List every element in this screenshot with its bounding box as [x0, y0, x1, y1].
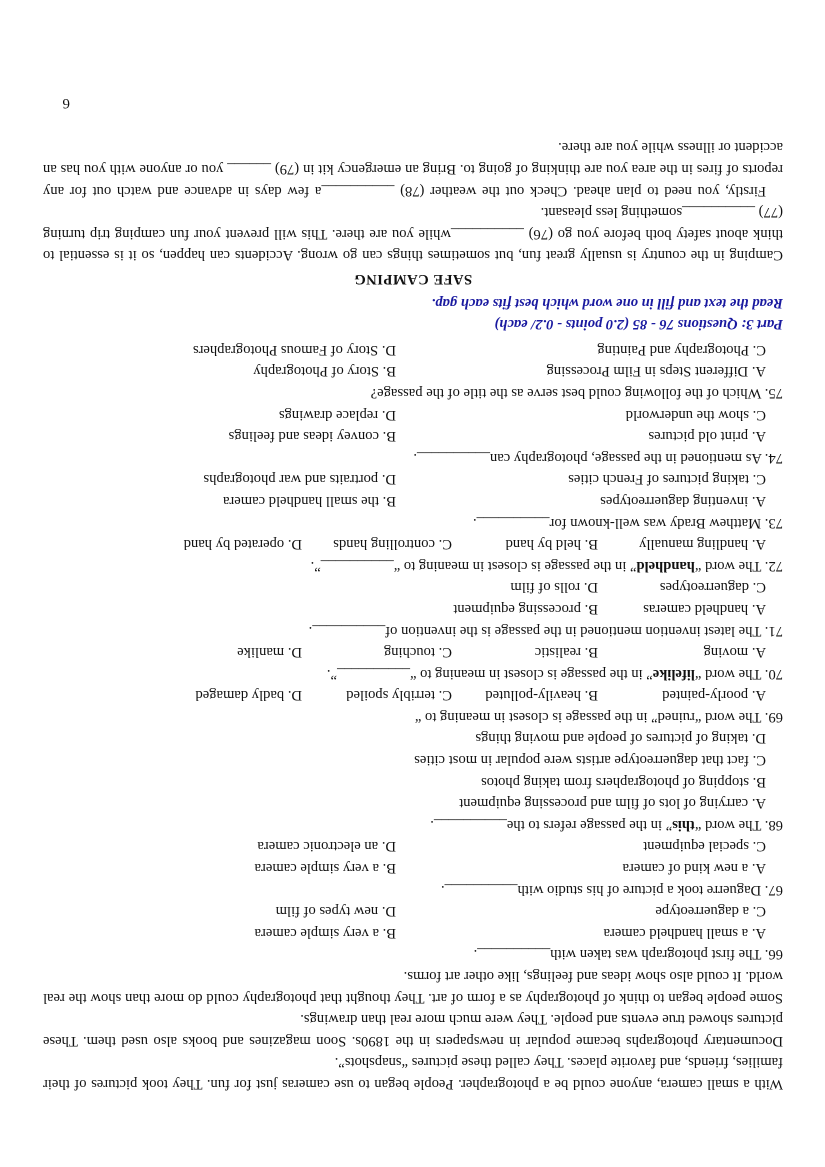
question-66-options: [43, 900, 783, 922]
option-c: C. Photography and Painting: [597, 341, 766, 358]
page-content: [43, 136, 783, 1094]
passage-paragraph: Documentary photographs became popular in newspapers in the 1890s. Soon magazines and books also used them. These pictures showed true events and people. They were much more real than drawings.: [43, 1011, 783, 1049]
option-d: D. rolls of film: [510, 579, 598, 596]
option-d: D. Story of Famous Photographers: [192, 341, 396, 358]
option-b: B. convey ideas and feelings: [228, 428, 396, 445]
option-b: B. a very simple camera: [254, 860, 396, 877]
option-c: C. show the underworld: [625, 406, 766, 423]
passage-paragraph: Some people began to think of photography as a form of art. They thought that photography could do more than show the real world. It could also show ideas and feelings, like other art forms.: [43, 968, 783, 1006]
option-d: D. an electronic camera: [257, 838, 396, 855]
option-c: C. fact that daguerreotype artists were popular in most cities: [414, 752, 766, 769]
question-73-options: [43, 468, 783, 490]
keyword-handheld: handheld: [636, 557, 695, 574]
question-72-stem: 72. The word “handheld” in the passage is closest in meaning to “__________”.: [310, 557, 783, 574]
question-70-options: [43, 641, 783, 663]
option-a: A. moving: [703, 644, 766, 661]
keyword-this: this: [672, 816, 695, 833]
option-c: C. taking pictures of French cities: [568, 471, 766, 488]
option-c: C. a daguerreotype: [655, 903, 766, 920]
option-d: D. badly damaged: [195, 687, 302, 704]
option-d: D. replace drawings: [278, 406, 396, 423]
page-number: 6: [62, 95, 70, 111]
option-a: A. a small handheld camera: [603, 924, 766, 941]
option-b: B. Story of Photography: [253, 363, 396, 380]
option-a: A. carrying of lots of film and processing equipment: [459, 795, 766, 812]
option-b: B. a very simple camera: [254, 924, 396, 941]
option-a: A. a new kind of camera: [622, 860, 766, 877]
question-68-stem: 68. The word “this” in the passage refers to the__________.: [430, 816, 783, 833]
question-73-options: [43, 489, 783, 511]
option-b: B. stopping of photographers from taking photos: [481, 773, 766, 790]
question-74-options: [43, 425, 783, 447]
question-74-options: [43, 403, 783, 425]
option-a: A. print old pictures: [648, 428, 766, 445]
option-d: D. taking of pictures of people and moving things: [475, 730, 766, 747]
question-71-options: [43, 597, 783, 619]
question-72-options: [43, 533, 783, 555]
option-c: C. daguerreotypes: [659, 579, 766, 596]
option-a: A. inventing daguerreotypes: [600, 492, 766, 509]
cloze-paragraph: Camping in the country is usually great fun, but sometimes things can go wrong. Accidents can happen, so it is essential to think about safety both before you go (76) __________while you are there. This will prevent your fun camping trip turning (77) __________something less pleasant.: [43, 204, 783, 264]
question-66-stem: 66. The first photograph was taken with__________.: [473, 946, 783, 963]
option-b: B. the small handheld camera: [222, 492, 396, 509]
question-73-stem: 73. Matthew Brady was well-known for__________.: [472, 514, 783, 531]
option-b: B. held by hand: [505, 536, 598, 553]
question-71-stem: 71. The latest invention mentioned in the passage is the invention of__________.: [308, 622, 783, 639]
cloze-paragraph: Firstly, you need to plan ahead. Check out the weather (78) __________a few days in advance and watch out for any reports of fires in the area you are thinking of going to. Bring an emergency kit in (79) ______ you or anyone with you has an accident or illness while you are there.: [43, 139, 783, 199]
option-b: B. heavily-polluted: [485, 687, 598, 704]
option-d: D. new types of film: [275, 903, 396, 920]
option-d: D. manlike: [237, 644, 302, 661]
option-a: A. handling manually: [639, 536, 766, 553]
part-3-instruction: Read the text and fill in one word which best fits each gap.: [431, 294, 783, 311]
option-a: A. handheld cameras: [643, 600, 766, 617]
question-67-options: [43, 835, 783, 857]
question-70-stem: 70. The word “lifelike” in the passage is closest in meaning to “__________”.: [326, 665, 783, 682]
option-a: A. Different Steps in Film Processing: [546, 363, 766, 380]
question-67-stem: 67. Daguerre took a picture of his studio with__________.: [440, 881, 783, 898]
question-67-options: [43, 856, 783, 878]
question-75-stem: 75. Which of the following could best serve as the title of the passage?: [370, 385, 783, 401]
question-66-options: [43, 921, 783, 943]
keyword-lifelike: lifelike: [652, 665, 695, 682]
option-a: A. poorly-painted: [662, 687, 766, 704]
passage-paragraph: With a small camera, anyone could be a photographer. People began to use cameras just for fun. They took pictures of their families, friends, and favorite places. They called these pictures “snapshots”.: [43, 1054, 783, 1092]
part-3-title: Part 3: Questions 76 - 85 (2.0 points - 0.2/ each): [494, 316, 783, 333]
option-d: D. portraits and war photographs: [203, 471, 396, 488]
section-heading: SAFE CAMPING: [353, 271, 473, 288]
option-b: B. realistic: [534, 644, 598, 661]
question-69-stem: 69. The word “ruined” in the passage is closest in meaning to “: [414, 708, 783, 725]
option-c: C. touching: [383, 644, 452, 661]
option-c: C. special equipment: [643, 838, 766, 855]
question-75-options: [43, 338, 783, 360]
option-c: C. terribly spoiled: [346, 687, 452, 704]
question-74-stem: 74. As mentioned in the passage, photography can__________.: [413, 449, 783, 466]
question-75-options: [43, 360, 783, 382]
question-71-options: [43, 576, 783, 598]
option-b: B. processing equipment: [453, 600, 598, 617]
question-69-options: [43, 684, 783, 706]
option-c: C. controlling hands: [333, 536, 452, 553]
option-d: D. operated by hand: [183, 536, 302, 553]
